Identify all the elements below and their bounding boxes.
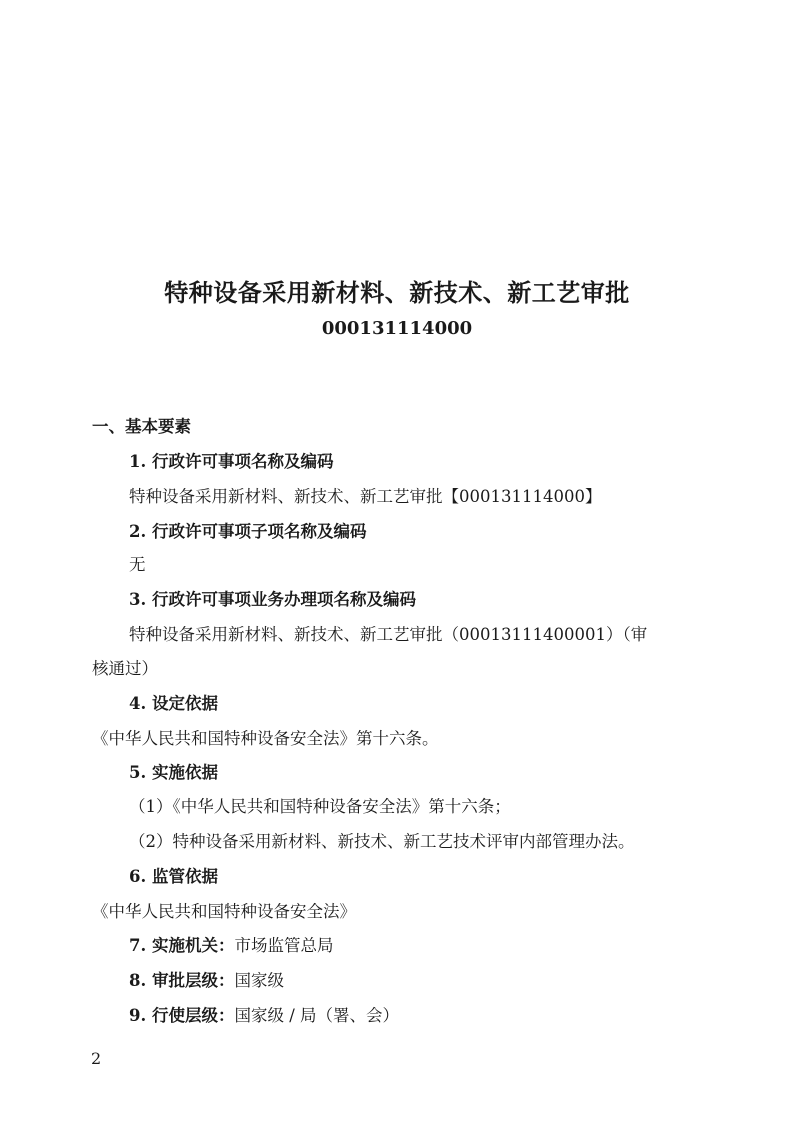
item1-heading: 1. 行政许可事项名称及编码: [129, 452, 334, 471]
item3-heading: 3. 行政许可事项业务办理项名称及编码: [129, 590, 416, 609]
item7-value: 市场监管总局: [234, 936, 334, 955]
item5-text2: （2）特种设备采用新材料、新技术、新工艺技术评审内部管理办法。: [129, 832, 635, 851]
item1-text: 特种设备采用新材料、新技术、新工艺审批【000131114000】: [129, 487, 602, 506]
item5-text1: （1）《中华人民共和国特种设备安全法》第十六条；: [129, 797, 511, 816]
item9-label: 9. 行使层级：: [129, 1006, 235, 1025]
item8-value: 国家级: [234, 971, 284, 990]
item4-heading: 4. 设定依据: [129, 694, 218, 713]
item9-value: 国家级 / 局（署、会）: [234, 1006, 400, 1025]
item5-heading: 5. 实施依据: [129, 763, 218, 782]
item8-label: 8. 审批层级：: [129, 971, 235, 990]
section-heading-basic-elements: 一、基本要素: [92, 417, 191, 436]
document-code: 000131114000: [321, 318, 473, 339]
item6-text: 《中华人民共和国特种设备安全法》: [92, 902, 356, 921]
item3-text-line2: 核通过）: [92, 659, 158, 678]
item9-line: [129, 1004, 399, 1028]
document-title: 特种设备采用新材料、新技术、新工艺审批: [164, 278, 630, 307]
item3-text-line1: 特种设备采用新材料、新技术、新工艺审批（00013111400001）（审: [129, 625, 648, 644]
item7-line: [129, 934, 333, 958]
item7-label: 7. 实施机关：: [129, 936, 235, 955]
page-number: 2: [91, 1049, 102, 1068]
item2-heading: 2. 行政许可事项子项名称及编码: [129, 522, 367, 541]
item6-heading: 6. 监管依据: [129, 867, 218, 886]
item2-text: 无: [129, 555, 146, 574]
item8-line: [129, 969, 284, 993]
item4-text: 《中华人民共和国特种设备安全法》第十六条。: [92, 729, 439, 748]
